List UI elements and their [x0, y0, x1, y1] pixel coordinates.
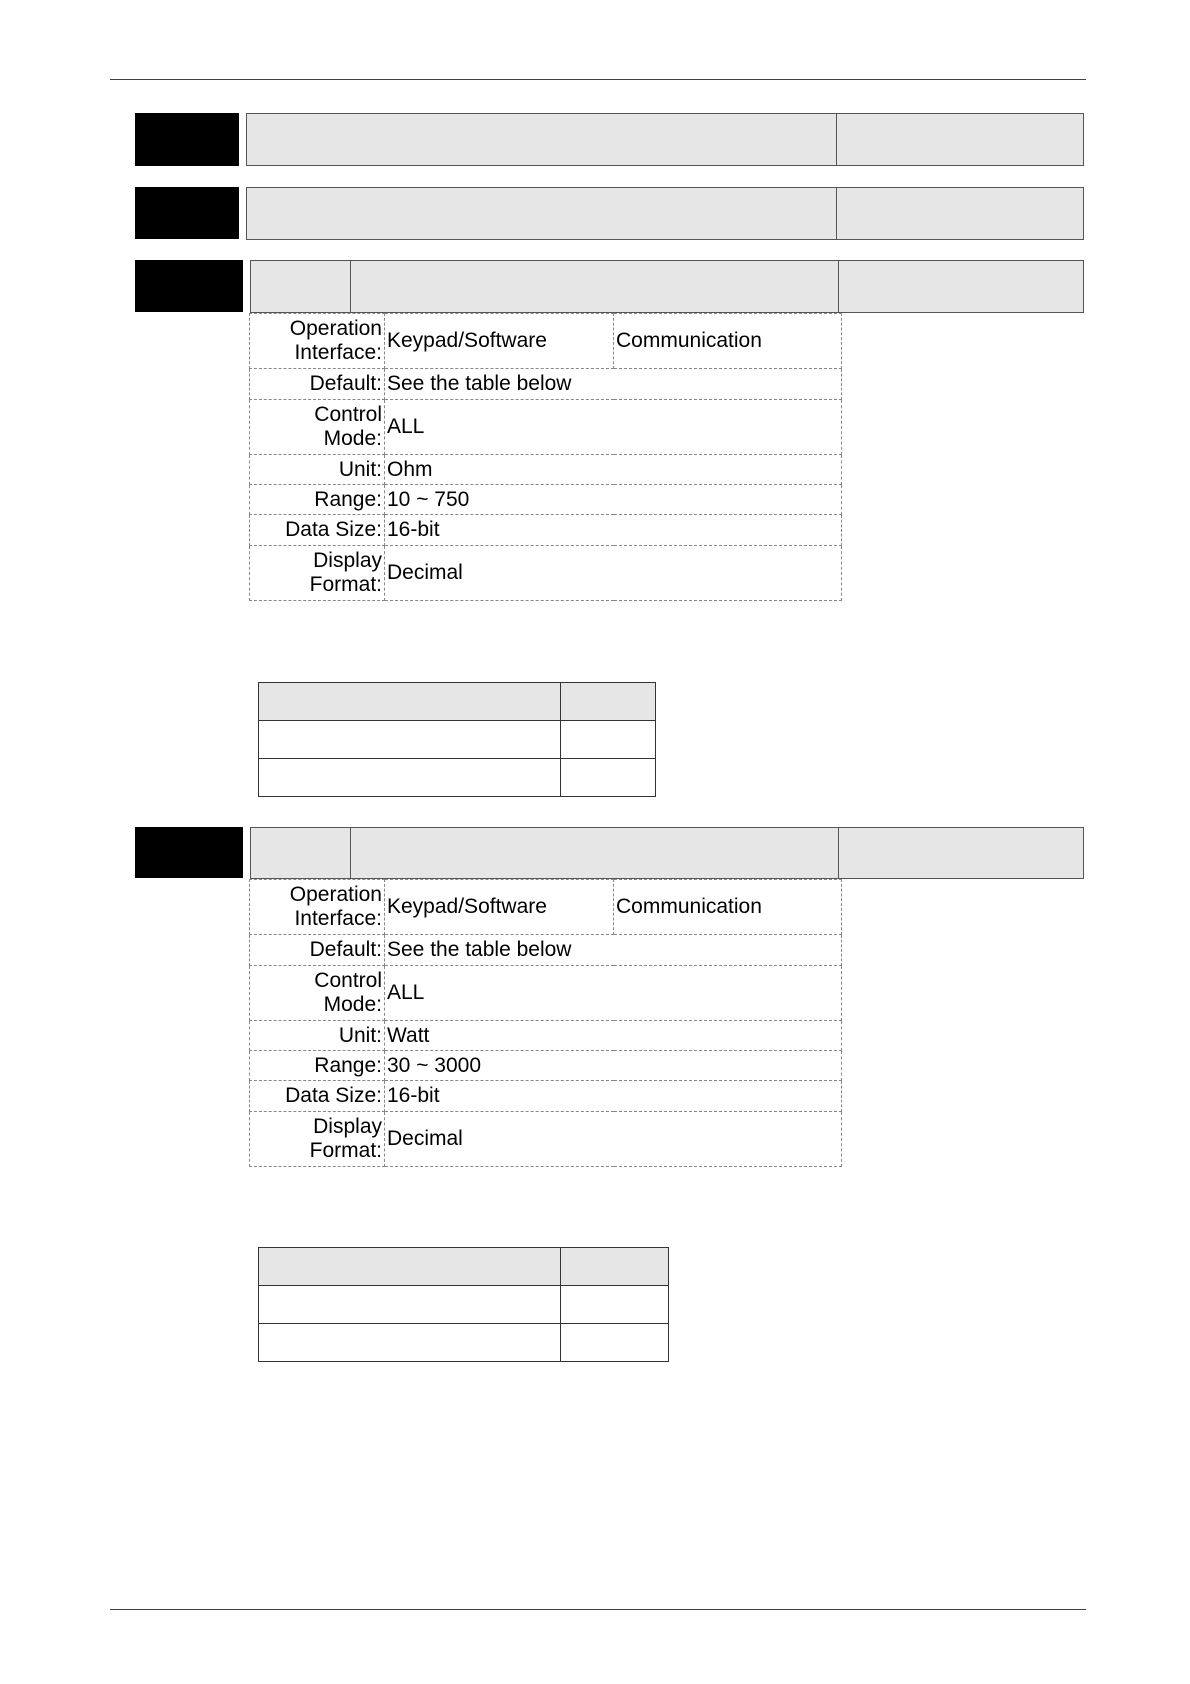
spec-row-interface [250, 880, 842, 935]
param-address-cell [838, 828, 839, 878]
spec-row-control-mode [250, 966, 842, 1021]
spec-value: Ohm [385, 455, 842, 485]
table-cell [259, 683, 561, 721]
spec-row-display-format [250, 1112, 842, 1167]
table-cell [561, 721, 656, 759]
param-address-cell [836, 188, 837, 239]
param-abbr-cell [350, 828, 351, 878]
spec-value: 16-bit [385, 1081, 842, 1112]
table-cell [259, 1324, 561, 1362]
spec-value: 16-bit [385, 515, 842, 546]
spec-row-control-mode [250, 400, 842, 455]
spec-value: Communication [614, 314, 842, 369]
table-row [259, 1286, 669, 1324]
param-tag-3 [135, 260, 243, 312]
footer-rule [110, 1609, 1086, 1610]
table-row [259, 721, 656, 759]
table-cell [259, 1248, 561, 1286]
spec-value: Decimal [385, 546, 842, 601]
spec-row-data-size [250, 515, 842, 546]
table-cell [561, 1324, 669, 1362]
spec-row-data-size [250, 1081, 842, 1112]
param-address-cell [838, 261, 839, 312]
default-values-table-1 [258, 682, 656, 797]
spec-label: Unit: [250, 455, 385, 485]
param-title-bar-3 [250, 260, 1084, 313]
param-title-bar-4 [250, 827, 1084, 879]
spec-value: ALL [385, 966, 842, 1021]
spec-value: 10 ~ 750 [385, 485, 842, 515]
param-tag-1 [135, 113, 239, 166]
spec-row-interface [250, 314, 842, 369]
spec-value: Keypad/Software [385, 880, 614, 935]
spec-label: Default: [250, 935, 385, 966]
spec-value: See the table below [385, 935, 842, 966]
spec-label: Control Mode: [250, 400, 385, 455]
header-rule [110, 79, 1086, 80]
param-tag-2 [135, 187, 239, 239]
spec-value: See the table below [385, 369, 842, 400]
spec-label: Default: [250, 369, 385, 400]
spec-row-default [250, 369, 842, 400]
spec-row-range [250, 1051, 842, 1081]
spec-label: Data Size: [250, 1081, 385, 1112]
spec-value: Communication [614, 880, 842, 935]
spec-row-unit [250, 455, 842, 485]
spec-value: ALL [385, 400, 842, 455]
table-row [259, 1324, 669, 1362]
table-cell [259, 1286, 561, 1324]
spec-value: Keypad/Software [385, 314, 614, 369]
table-cell [561, 759, 656, 797]
spec-label: Range: [250, 485, 385, 515]
table-cell [259, 721, 561, 759]
default-values-table-2 [258, 1247, 669, 1362]
table-row [259, 759, 656, 797]
param-title-bar-2 [246, 187, 1084, 240]
param-address-cell [836, 114, 837, 165]
spec-value: Decimal [385, 1112, 842, 1167]
table-cell [561, 683, 656, 721]
table-cell [259, 759, 561, 797]
spec-label: Unit: [250, 1021, 385, 1051]
spec-label: Control Mode: [250, 966, 385, 1021]
param-tag-4 [135, 827, 243, 878]
table-header-row [259, 1248, 669, 1286]
spec-label: Data Size: [250, 515, 385, 546]
table-cell [561, 1286, 669, 1324]
spec-label: Operation Interface: [250, 880, 385, 935]
spec-row-range [250, 485, 842, 515]
spec-label: Range: [250, 1051, 385, 1081]
param-title-bar-1 [246, 113, 1084, 166]
param-abbr-cell [350, 261, 351, 312]
spec-label: Display Format: [250, 1112, 385, 1167]
spec-value: Watt [385, 1021, 842, 1051]
spec-value: 30 ~ 3000 [385, 1051, 842, 1081]
spec-row-display-format [250, 546, 842, 601]
spec-label: Display Format: [250, 546, 385, 601]
spec-label: Operation Interface: [250, 314, 385, 369]
param-spec-table-1 [249, 313, 842, 601]
spec-row-unit [250, 1021, 842, 1051]
param-spec-table-2 [249, 879, 842, 1167]
table-header-row [259, 683, 656, 721]
spec-row-default [250, 935, 842, 966]
table-cell [561, 1248, 669, 1286]
